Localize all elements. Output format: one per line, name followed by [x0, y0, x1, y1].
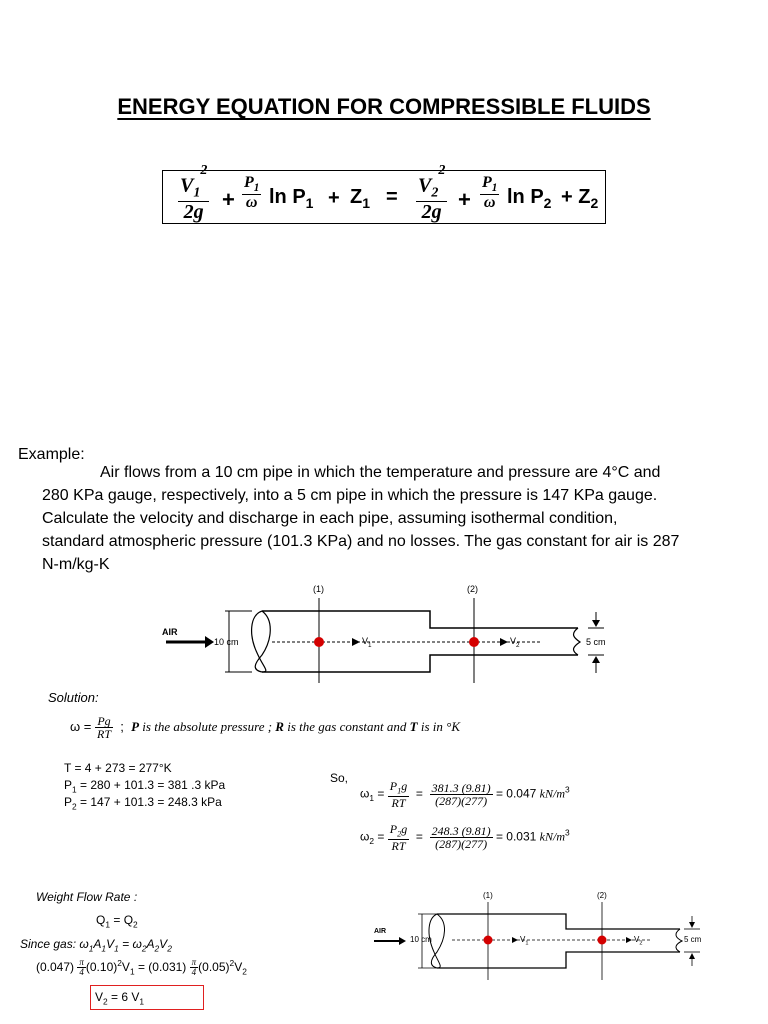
equation-term-v1: $\frac{V_1^2}{2g}$	[180, 163, 208, 223]
example-line-4: standard atmospheric pressure (101.3 KPa) and no losses. The gas constant for air is 287	[42, 533, 680, 550]
diameter-10cm-label-small: 10 cm	[410, 935, 432, 944]
so-label: So,	[330, 771, 349, 785]
equals-sign: =	[386, 186, 398, 208]
weight-flow-heading: Weight Flow Rate :	[36, 890, 138, 904]
example-line-2: 280 KPa gauge, respectively, into a 5 cm pipe in which the pressure is 147 KPa gauge.	[42, 487, 658, 504]
solution-heading: Solution:	[48, 690, 99, 705]
z1: $Z_1$	[350, 186, 371, 211]
equation-term-v2: $\frac{V_2^2}{2g}$	[418, 163, 446, 223]
section-2-label-small: (2)	[597, 891, 607, 900]
diameter-10cm-label: 10 cm	[214, 637, 239, 647]
velocity-1-label: $V_1$	[362, 636, 372, 649]
temperature-line: T = 4 + 273 = 277°K	[64, 761, 172, 775]
section-2-label: (2)	[467, 584, 478, 594]
diameter-5cm-label-small: 5 cm	[684, 935, 702, 944]
velocity-2-label: $V_2$	[510, 636, 520, 649]
equation-term-p1-right: $\frac{P_1}{\omega}$	[482, 174, 498, 212]
equation-term-p1: $\frac{P_1}{\omega}$	[244, 174, 260, 212]
ln-p2: $\ln P_2$	[507, 186, 552, 211]
p1-line: $P_1 = 280 + 101.3 = 381$ .3 kPa	[64, 778, 226, 795]
page-title: ENERGY EQUATION FOR COMPRESSIBLE FLUIDS	[117, 94, 651, 119]
section-1-label-small: (1)	[483, 891, 493, 900]
continuity-line: $Q_1 = Q_2$	[96, 913, 138, 930]
air-label: AIR	[162, 627, 178, 637]
diameter-5cm-label: 5 cm	[586, 637, 606, 647]
section-1-label: (1)	[313, 584, 324, 594]
p2-line: $P_2 = 147 + 101.3 = 248.3$ kPa	[64, 795, 222, 812]
plus-sign: +	[222, 187, 235, 212]
example-line-5: N-m/kg-K	[42, 556, 110, 573]
z2: + $Z_2$	[561, 186, 599, 211]
plus-sign: +	[458, 187, 471, 212]
example-heading: Example:	[18, 446, 85, 463]
ln-p1: $\ln P_1$	[269, 186, 314, 211]
example-line-3: Calculate the velocity and discharge in each pipe, assuming isothermal condition,	[42, 510, 618, 527]
example-line-1: Air flows from a 10 cm pipe in which the temperature and pressure are 4°C and	[100, 464, 661, 481]
omega-definition: ω = $\frac{Pg}{RT}$ ; P is the absolute pressure ; R is the gas constant and T is in °K	[70, 714, 460, 741]
air-label-small: AIR	[374, 928, 387, 935]
omega1-calc: $\omega_1$ = $\frac{P_1g}{RT}$ = $\frac{381.3 (9.81)}{(287)(277)}$ = 0.047 $kN/m^3$	[360, 779, 570, 810]
velocity-2-label-small: $V_2$	[634, 935, 643, 947]
plus-sign: +	[328, 187, 340, 209]
velocity-1-label-small: $V_1$	[520, 935, 529, 947]
omega2-calc: $\omega_2$ = $\frac{P_2g}{RT}$ = $\frac{248.3 (9.81)}{(287)(277)}$ = 0.031 $kN/m^3$	[360, 822, 570, 853]
since-gas-line: Since gas: $\omega_1A_1V_1 = \omega_2A_2V_2$	[20, 937, 172, 954]
area-calc-line: (0.047) $\frac{\pi}{4}$ $(0.10)^2V_1 = (0.031)$ $\frac{\pi}{4}$ $(0.05)^2V_2$	[36, 957, 247, 978]
velocity-result: $V_2 = 6$ $V_1$	[95, 990, 145, 1007]
